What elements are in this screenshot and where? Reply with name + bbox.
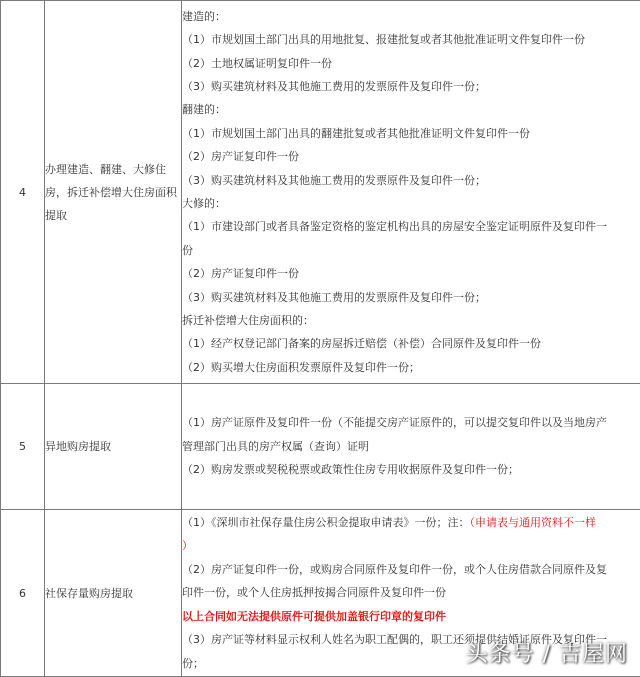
table-row: [1, 384, 640, 510]
content-line: （1）市建设部门或者具备鉴定资格的鉴定机构出具的房屋安全鉴定证明原件及复印件一: [182, 215, 640, 238]
watermark: 头条号 / 吉屋网: [466, 637, 628, 668]
row-number: 4: [1, 1, 45, 384]
content-line: （2）房产证复印件一份: [182, 262, 640, 285]
content-line: 印件一份，或个人住房抵押按揭合同原件及复印件一份: [182, 581, 640, 604]
row-number: 5: [1, 384, 45, 510]
table-row: [1, 1, 640, 384]
content-line: 建造的：: [182, 5, 640, 28]
content-line: （3）购买建筑材料及其他施工费用的发票原件及复印件一份；: [182, 169, 640, 192]
row-number: 6: [1, 510, 45, 677]
content-line: （1）市规划国土部门出具的用地批复、报建批复或者其他批准证明文件复印件一份: [182, 28, 640, 51]
row-title: 异地购房提取: [45, 384, 182, 510]
content-line: 份；: [182, 652, 640, 675]
content-line: （2）土地权属证明复印件一份: [182, 52, 640, 75]
content-line: （2）房产证复印件一份: [182, 145, 640, 168]
content-line: （1）经产权登记部门备案的房屋拆迁赔偿（补偿）合同原件及复印件一份: [182, 332, 640, 355]
content-line: （2）房产证复印件一份，或购房合同原件及复印件一份，或个人住房借款合同原件及复: [182, 558, 640, 581]
content-line: （2）购买增大住房面积发票原件及复印件一份；: [182, 356, 640, 379]
content-line: （3）购买建筑材料及其他施工费用的发票原件及复印件一份；: [182, 75, 640, 98]
content-line: （2）购房发票或契税税票或政策性住房专用收据原件及复印件一份；: [182, 458, 640, 481]
content-line: 拆迁补偿增大住房面积的：: [182, 309, 640, 332]
row-content: [182, 1, 640, 384]
content-line: （3）购买建筑材料及其他施工费用的发票原件及复印件一份；: [182, 286, 640, 309]
content-line: （3）房产证等材料显示权利人姓名为职工配偶的，职工还须提供结婚证原件及复印件一: [182, 628, 640, 651]
row-content: [182, 384, 640, 510]
content-line: 管理部门出具的房产权属（查询）证明: [182, 435, 640, 458]
red-note-close: ）: [182, 534, 640, 557]
content-line: 大修的：: [182, 192, 640, 215]
row-title: 社保存量购房提取: [45, 510, 182, 677]
content-line: 份: [182, 239, 640, 262]
red-note: （申请表与通用资料不一样: [470, 516, 597, 529]
red-bold-note: 以上合同如无法提供原件可提供加盖银行印章的复印件: [182, 605, 640, 628]
content-line: （1）房产证原件及复印件一份（不能提交房产证原件的，可以提交复印件以及当地房产: [182, 411, 640, 434]
content-line: 翻建的：: [182, 98, 640, 121]
row-title: 办理建造、翻建、大修住房，拆迁补偿增大住房面积提取: [45, 1, 182, 384]
content-text: （1）《深圳市社保存量住房公积金提取申请表》一份；注：: [182, 516, 470, 529]
content-line: [182, 511, 640, 534]
content-line: （1）市规划国土部门出具的翻建批复或者其他批准证明文件复印件一份: [182, 122, 640, 145]
